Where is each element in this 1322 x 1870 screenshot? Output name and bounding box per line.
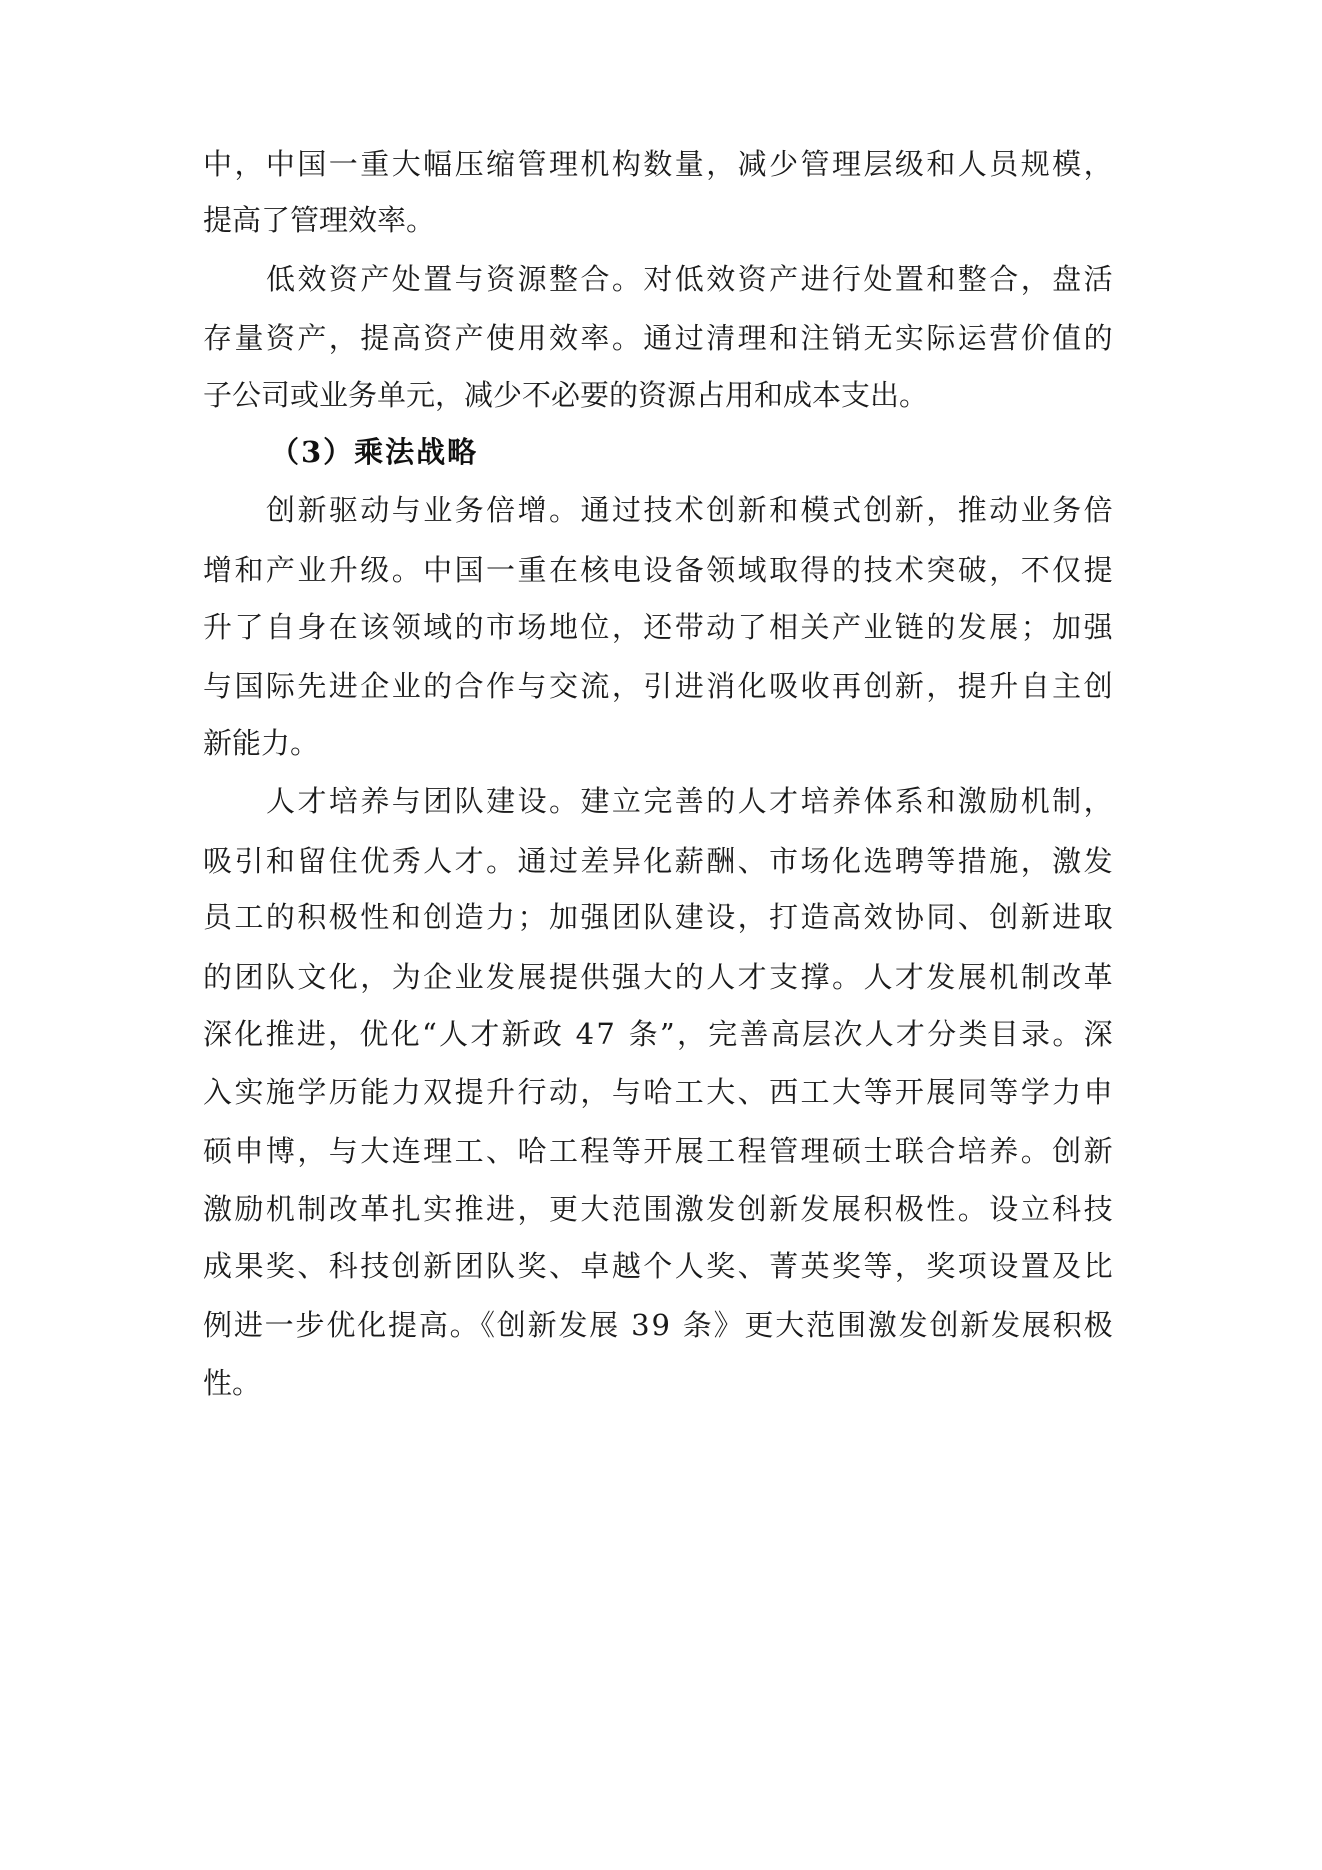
paragraph-line: 硕申博，与大连理工、哈工程等开展工程管理硕士联合培养。创新 [203,1134,1116,1168]
paragraph-line: 吸引和留住优秀人才。通过差异化薪酬、市场化选聘等措施，激发 [203,844,1116,878]
paragraph-line: 与国际先进企业的合作与交流，引进消化吸收再创新，提升自主创 [203,669,1116,703]
section-heading: （3）乘法战略 [270,435,479,469]
paragraph-line: 提高了管理效率。 [203,203,436,237]
paragraph-line: 中，中国一重大幅压缩管理机构数量，减少管理层级和人员规模， [203,147,1116,181]
paragraph-line: 人才培养与团队建设。建立完善的人才培养体系和激励机制， [266,784,1116,818]
paragraph-line: 例进一步优化提高。《创新发展 39 条》更大范围激发创新发展积极 [203,1308,1115,1342]
paragraph-line: 低效资产处置与资源整合。对低效资产进行处置和整合，盘活 [266,262,1116,296]
paragraph-line: 创新驱动与业务倍增。通过技术创新和模式创新，推动业务倍 [266,493,1116,527]
paragraph-line: 子公司或业务单元，减少不必要的资源占用和成本支出。 [203,378,929,412]
paragraph-line: 深化推进，优化“人才新政 47 条”，完善高层次人才分类目录。深 [203,1017,1115,1051]
paragraph-line: 存量资产，提高资产使用效率。通过清理和注销无实际运营价值的 [203,321,1116,355]
paragraph-line: 的团队文化，为企业发展提供强大的人才支撑。人才发展机制改革 [203,960,1116,994]
paragraph-line: 入实施学历能力双提升行动，与哈工大、西工大等开展同等学力申 [203,1075,1116,1109]
paragraph-line: 升了自身在该领域的市场地位，还带动了相关产业链的发展；加强 [203,610,1116,644]
paragraph-line: 激励机制改革扎实推进，更大范围激发创新发展积极性。设立科技 [203,1192,1116,1226]
paragraph-line: 员工的积极性和创造力；加强团队建设，打造高效协同、创新进取 [203,900,1116,934]
paragraph-line: 增和产业升级。中国一重在核电设备领域取得的技术突破，不仅提 [203,553,1116,587]
paragraph-line: 性。 [203,1366,262,1400]
paragraph-line: 新能力。 [203,726,320,760]
paragraph-line: 成果奖、科技创新团队奖、卓越个人奖、菁英奖等，奖项设置及比 [203,1249,1116,1283]
